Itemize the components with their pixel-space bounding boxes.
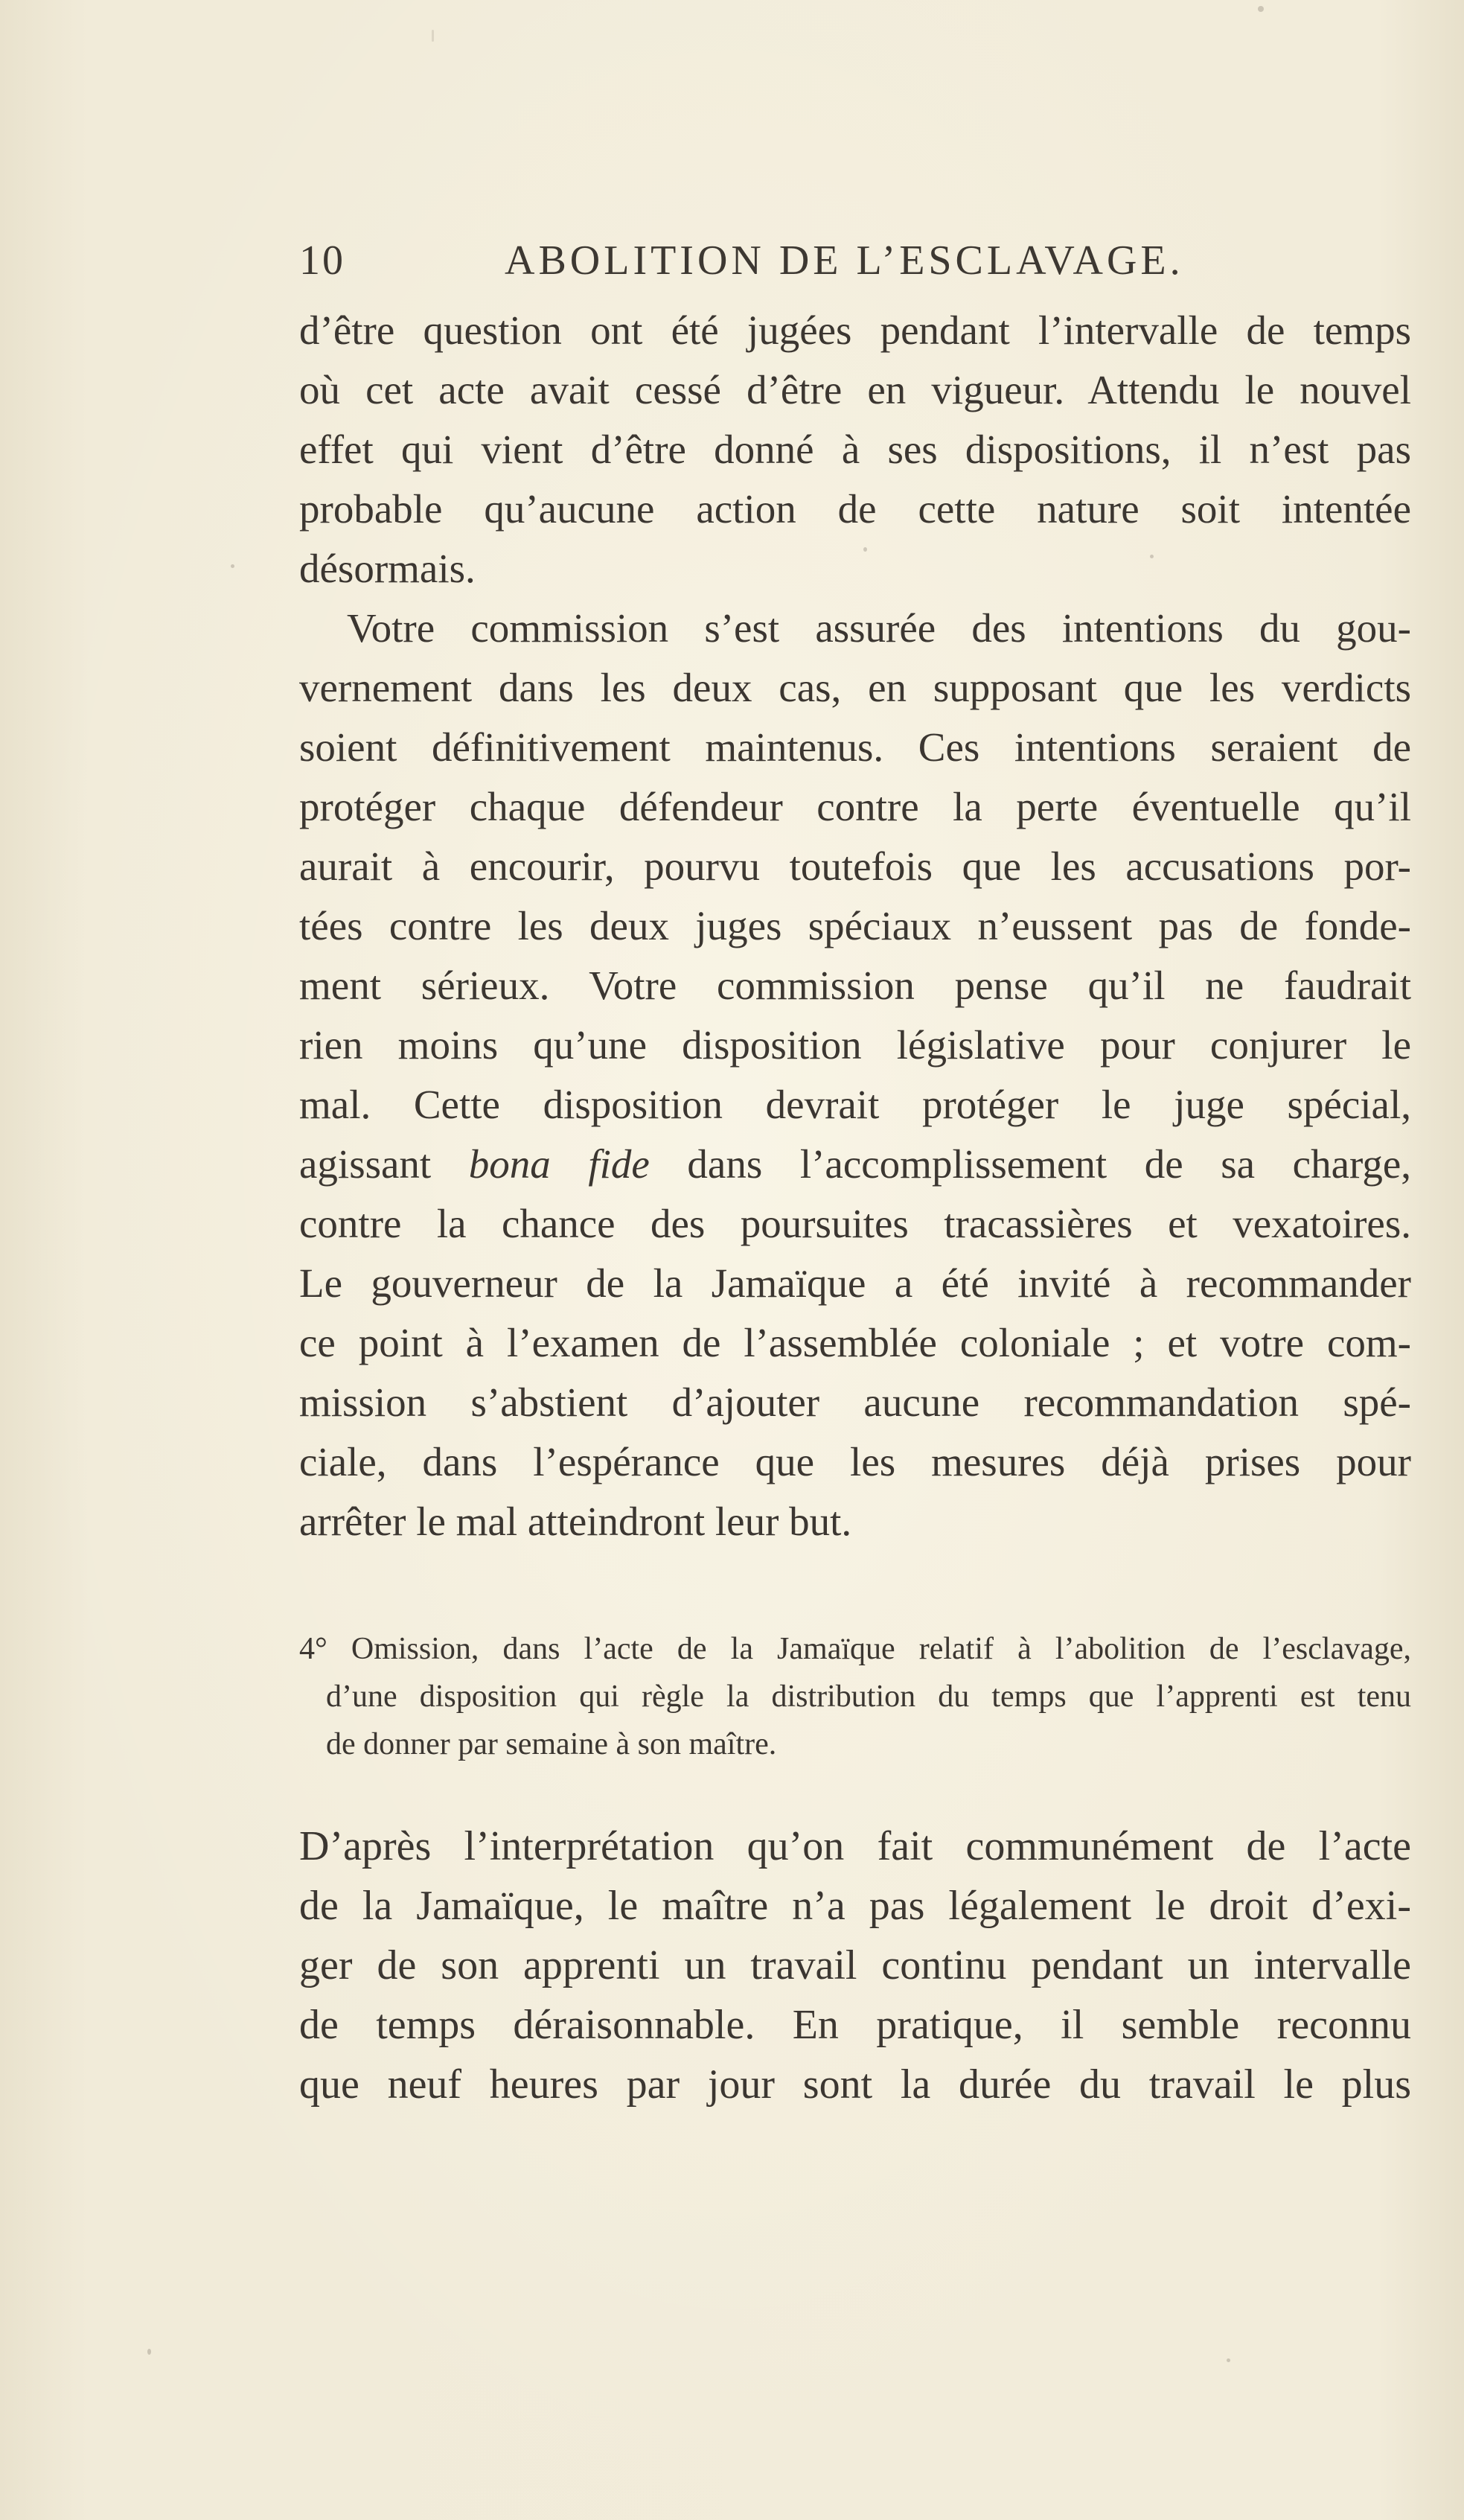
text-line: vernement dans les deux cas, en supposant que les verdicts [299,665,1411,710]
paragraph-interpretation [299,1816,1411,2114]
paper-speck [1258,6,1264,12]
text-line: où cet acte avait cessé d’être en vigueur. Attendu le nouvel [299,367,1411,412]
section-heading-note [299,1625,1411,1768]
text-line: aurait à encourir, pourvu toutefois que les accusations por- [299,843,1411,889]
text-line: mal. Cette disposition devrait protéger le juge spécial, [299,1082,1411,1127]
text-line: protéger chaque défendeur contre la perte éventuelle qu’il [299,784,1411,829]
text-line: ment sérieux. Votre commission pense qu’il ne faudrait [299,963,1411,1008]
text-line: effet qui vient d’être donné à ses dispositions, il n’est pas [299,427,1411,472]
paragraph-continuation [299,301,1411,599]
note-line: d’une disposition qui règle la distribution du temps que l’apprenti est tenu [326,1680,1411,1714]
running-title: ABOLITION DE L’ESCLAVAGE. [505,237,1184,284]
paper-speck [863,547,867,552]
paper-speck [147,2349,151,2355]
text-line: mission s’abstient d’ajouter aucune recommandation spé- [299,1379,1411,1425]
text-line: d’être question ont été jugées pendant l’intervalle de temps [299,307,1411,353]
text-line: probable qu’aucune action de cette nature soit intentée [299,486,1411,532]
text-fragment: dans l’accomplissement de sa charge, [649,1141,1411,1187]
text-line: rien moins qu’une disposition législative pour conjurer le [299,1022,1411,1068]
text-line: contre la chance des poursuites tracassières et vexatoires. [299,1201,1411,1246]
paper-speck [1227,2358,1230,2362]
paper-speck [1150,555,1154,558]
text-line: que neuf heures par jour sont la durée du travail le plus [299,2061,1411,2108]
page-header [299,237,1416,289]
paper-speck [231,564,234,568]
paper-speck [432,30,434,42]
text-line: de la Jamaïque, le maître n’a pas légalement le droit d’exi- [299,1883,1411,1929]
page-number: 10 [299,237,345,284]
text-fragment: agissant [299,1141,469,1187]
text-line: Le gouverneur de la Jamaïque a été invité à recommander [299,1260,1411,1306]
note-line: 4° Omission, dans l’acte de la Jamaïque relatif à l’abolition de l’esclavage, [299,1632,1411,1666]
text-line: arrêter le mal atteindront leur but. [299,1499,852,1544]
text-line: ce point à l’examen de l’assemblée coloniale ; et votre com- [299,1320,1411,1365]
text-line: D’après l’interprétation qu’on fait communément de l’acte [299,1823,1411,1869]
main-text [299,301,1411,1551]
note-line: de donner par semaine à son maître. [326,1727,777,1761]
text-line: désormais. [299,546,476,591]
paragraph-commission [299,599,1411,1551]
text-line: tées contre les deux juges spéciaux n’eussent pas de fonde- [299,903,1411,948]
text-line-italic [299,1135,1411,1194]
text-line: ger de son apprenti un travail continu pendant un intervalle [299,1942,1411,1988]
text-line: de temps déraisonnable. En pratique, il semble reconnu [299,2002,1411,2048]
text-line: soient définitivement maintenus. Ces intentions seraient de [299,724,1411,770]
italic-phrase: bona fide [468,1141,650,1187]
text-line: Votre commission s’est assurée des intentions du gou- [347,605,1411,651]
text-line: ciale, dans l’espérance que les mesures déjà prises pour [299,1439,1411,1484]
